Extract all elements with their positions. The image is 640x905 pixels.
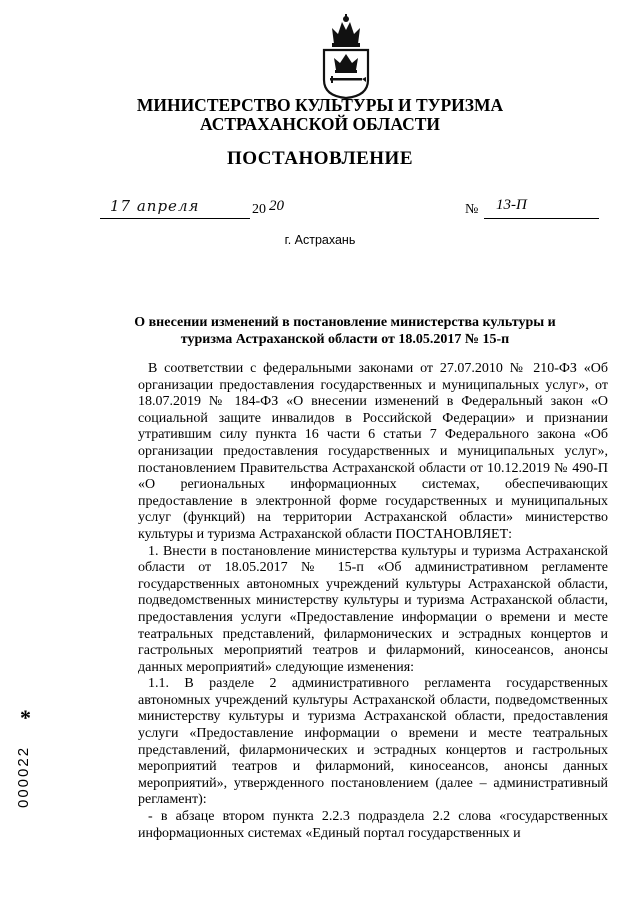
ministry-line-2: АСТРАХАНСКОЙ ОБЛАСТИ	[199, 114, 441, 134]
paragraph-preamble: В соответствии с федеральными законами от 27.07.2010 № 210-ФЗ «Об организации предоставления государственных и муниципальных услуг», от 18.07.2019 № 184-ФЗ «О внесении изменений в Федеральный закон «О социальной защите инвалидов в Российской Федерации» и признании утратившим силу пункта 16 части 6 статьи 7 Федерального закона «Об организации предоставления государственных и муниципальных услуг», постановлением Правительства Астраханской области от 10.12.2019 № 490-П «О региональных информационных системах, обеспечивающих предоставление в электронной форме государственных и муниципальных услуг (функций) на территории Астраханской области» министерство культуры и туризма Астраханской области ПОСТАНОВЛЯЕТ:	[138, 361, 608, 542]
ministry-line-1: МИНИСТЕРСТВО КУЛЬТУРЫ И ТУРИЗМА	[136, 95, 504, 115]
astrakhan-coat-of-arms-icon	[316, 14, 376, 100]
year-handwritten: 20	[269, 198, 284, 214]
year-prefix: 20	[252, 202, 266, 217]
document-body	[138, 361, 608, 842]
document-subject	[95, 314, 595, 348]
number-label: №	[465, 202, 479, 217]
paragraph-item-1-1: 1.1. В разделе 2 административного регламента государственных автономных учреждений культуры Астраханской области, подведомственных министерству культуры и туризма Астраханской области, предоставления услуги «Предоставление информации о времени и месте театральных представлений, филармонических и эстрадных концертов и гастрольных мероприятий театров и филармоний, киносеансов, анонсы данных мероприятий», утвержденного постановлением (далее – административный регламент):	[138, 676, 608, 808]
margin-asterisk: *	[20, 705, 31, 730]
subject-line-2: туризма Астраханской области от 18.05.2017 № 15-п	[180, 332, 510, 347]
ministry-name	[0, 96, 640, 134]
paragraph-bullet: - в абзаце втором пункта 2.2.3 подраздела 2.2 слова «государственных информационных системах «Единый портал государственных и	[138, 809, 608, 841]
date-handwritten: 17 апреля	[110, 197, 200, 215]
document-type: ПОСТАНОВЛЕНИЕ	[226, 148, 414, 169]
margin-page-code	[15, 738, 39, 808]
margin-code-text: 000022	[15, 745, 32, 808]
number-handwritten: 13-П	[496, 197, 527, 213]
city: г. Астрахань	[284, 233, 356, 247]
subject-line-1: О внесении изменений в постановление министерства культуры и	[134, 315, 556, 330]
paragraph-item-1: 1. Внести в постановление министерства культуры и туризма Астраханской области от 18.05.2017 № 15-п «Об административном регламенте государственных автономных учреждений культуры Астраханской области, подведомственных министерству культуры и туризма Астраханской области, предоставления услуги «Предоставление информации о времени и месте театральных представлений, филармонических и эстрадных концертов и гастрольных мероприятий театров и филармоний, киносеансов, анонсы данных мероприятий» следующие изменения:	[138, 543, 608, 675]
